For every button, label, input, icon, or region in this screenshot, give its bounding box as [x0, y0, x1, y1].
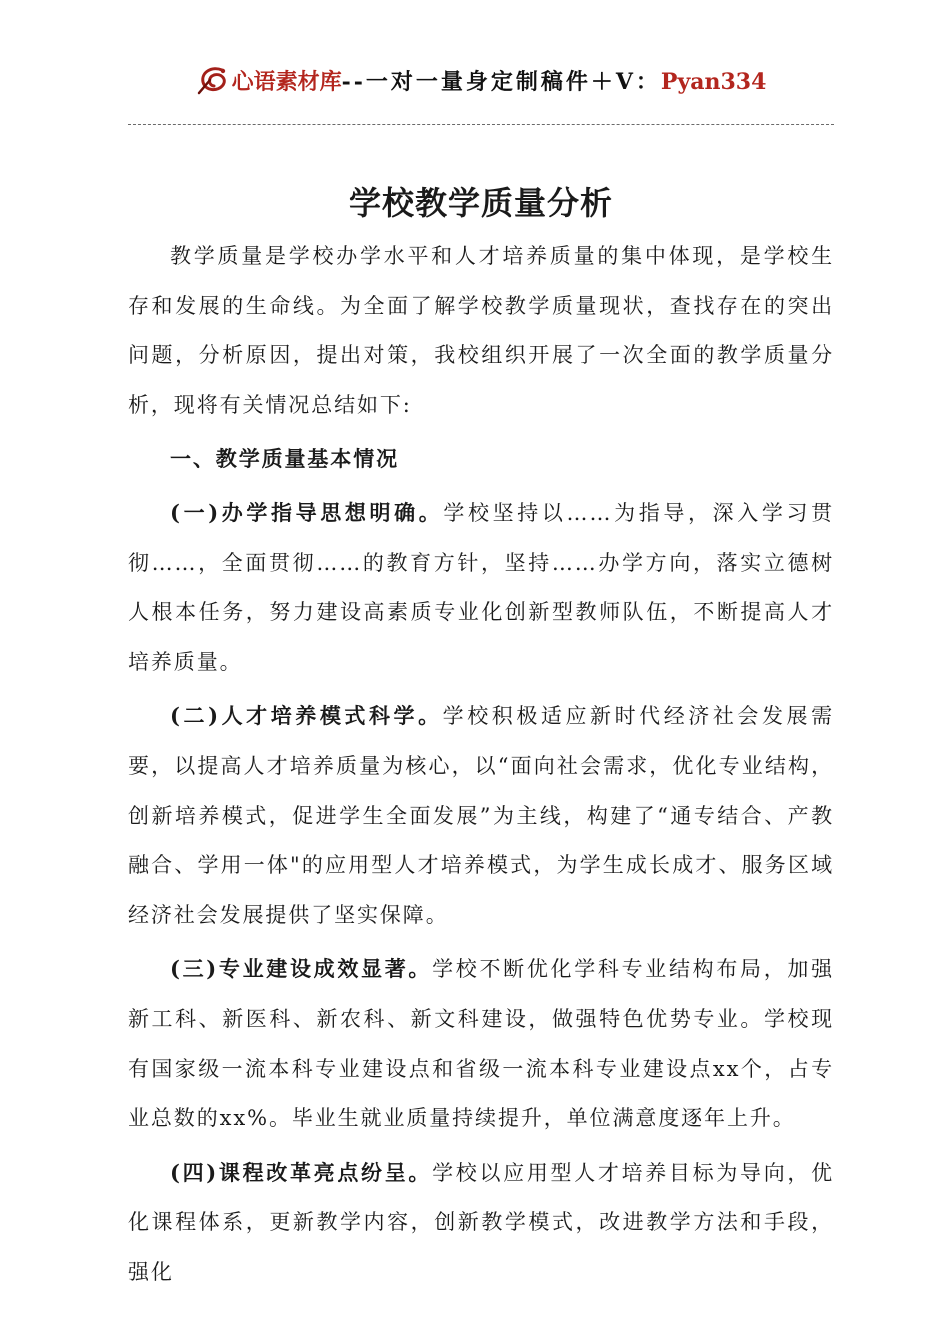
item-body-1: 学校坚持以……为指导，深入学习贯彻……，全面贯彻……的教育方针，坚持……办学方向，落实立德树人根本任务，努力建设高素质专业化创新型教师队伍，不断提高人才培养质量。 — [128, 500, 834, 674]
document-body — [128, 232, 834, 1297]
item-paragraph-2 — [128, 691, 834, 940]
swirl-logo-icon — [196, 63, 230, 97]
item-paragraph-3 — [128, 944, 834, 1143]
item-paragraph-1 — [128, 488, 834, 687]
item-paragraph-4 — [128, 1148, 834, 1298]
item-body-2: 学校积极适应新时代经济社会发展需要，以提高人才培养质量为核心，以“面向社会需求，优化专业结构，创新培养模式，促进学生全面发展”为主线，构建了“通专结合、产教融合、学用一体"的应用型人才培养模式，为学生成长成才、服务区域经济社会发展提供了坚实保障。 — [128, 704, 834, 927]
brand-name: 心语素材库 — [231, 68, 342, 95]
document-header — [128, 62, 834, 98]
brand-separator: -- — [341, 68, 366, 95]
section-heading: 一、教学质量基本情况 — [170, 446, 399, 472]
item-body-3: 学校不断优化学科专业结构布局，加强新工科、新医科、新农科、新文科建设，做强特色优势专业。学校现有国家级一流本科专业建设点和省级一流本科专业建设点xx个，占专业总数的xx%。毕业生就业质量持续提升，单位满意度逐年上升。 — [128, 957, 834, 1131]
page-title: 学校教学质量分析 — [348, 184, 613, 222]
brand-banner — [232, 65, 767, 96]
item-lead-2: (二)人才培养模式科学。 — [170, 703, 443, 729]
intro-paragraph: 教学质量是学校办学水平和人才培养质量的集中体现，是学校生存和发展的生命线。为全面了解学校教学质量现状，查找存在的突出问题，分析原因，提出对策，我校组织开展了一次全面的教学质量分析，现将有关情况总结如下: — [128, 244, 834, 417]
brand-contact: Pyan334 — [660, 68, 767, 95]
brand-slogan: 一对一量身定制稿件＋V： — [365, 68, 661, 95]
item-body-4: 学校以应用型人才培养目标为导向，优化课程体系，更新教学内容，创新教学模式，改进教学方法和手段，强化 — [128, 1160, 834, 1284]
item-lead-4: (四)课程改革亮点纷呈。 — [170, 1159, 433, 1185]
item-lead-3: (三)专业建设成效显著。 — [170, 956, 433, 982]
header-divider — [128, 124, 834, 125]
item-lead-1: (一)办学指导思想明确。 — [170, 499, 444, 525]
